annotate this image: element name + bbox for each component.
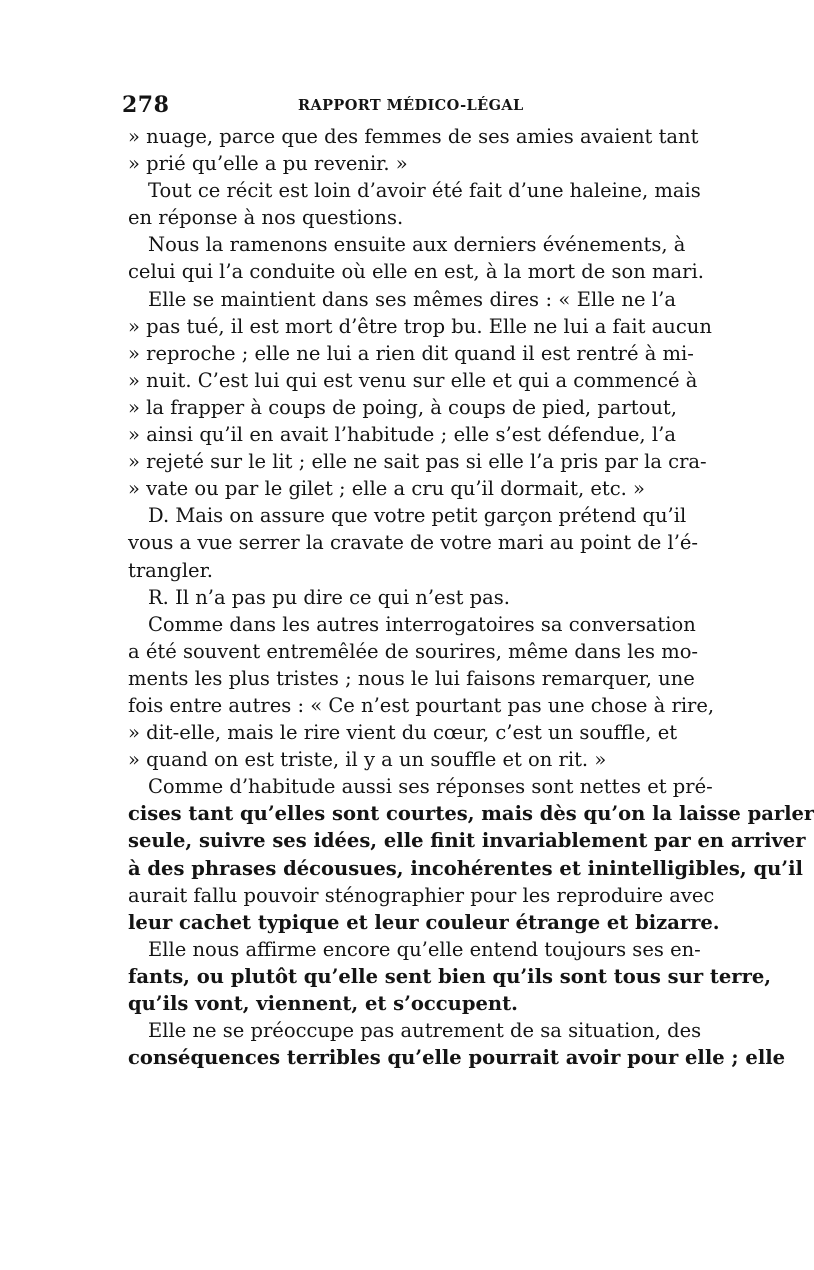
text-line: leur cachet typique et leur couleur étrange et bizarre.: [128, 910, 720, 934]
text-line: vous a vue serrer la cravate de votre mari au point de l’é-: [128, 531, 699, 555]
text-line: en réponse à nos questions.: [128, 206, 404, 230]
text-line: trangler.: [128, 558, 213, 582]
text-line: à des phrases décousues, incohérentes et inintelligibles, qu’il: [128, 856, 803, 880]
text-line: » quand on est triste, il y a un souffle et on rit. »: [128, 748, 607, 772]
text-line: » ainsi qu’il en avait l’habitude ; elle s’est défendue, l’a: [128, 423, 676, 447]
body-text: [128, 123, 814, 1071]
text-line: Elle ne se préoccupe pas autrement de sa situation, des: [148, 1019, 702, 1043]
text-line: » dit-elle, mais le rire vient du cœur, c’est un souffle, et: [128, 721, 678, 745]
text-line: aurait fallu pouvoir sténographier pour les reproduire avec: [128, 883, 715, 907]
running-title: RAPPORT MÉDICO-LÉGAL: [298, 97, 524, 114]
text-line: fois entre autres : « Ce n’est pourtant pas une chose à rire,: [128, 693, 715, 717]
text-line: D. Mais on assure que votre petit garçon prétend qu’il: [148, 504, 687, 528]
text-line: » nuit. C’est lui qui est venu sur elle et qui a commencé à: [128, 368, 698, 392]
text-line: qu’ils vont, viennent, et s’occupent.: [128, 992, 518, 1015]
text-line: » reproche ; elle ne lui a rien dit quand il est rentré à mi-: [128, 341, 694, 365]
text-line: Elle nous affirme encore qu’elle entend toujours ses en-: [148, 937, 701, 961]
text-line: cises tant qu’elles sont courtes, mais dès qu’on la laisse parler: [128, 802, 814, 826]
text-line: Elle se maintient dans ses mêmes dires : « Elle ne l’a: [148, 287, 676, 311]
text-line: » la frapper à coups de poing, à coups de pied, partout,: [128, 395, 677, 419]
text-line: R. Il n’a pas pu dire ce qui n’est pas.: [148, 585, 510, 609]
text-line: conséquences terribles qu’elle pourrait avoir pour elle ; elle: [128, 1046, 786, 1070]
text-line: Tout ce récit est loin d’avoir été fait d’une haleine, mais: [148, 179, 701, 203]
text-line: Comme d’habitude aussi ses réponses sont nettes et pré-: [148, 775, 713, 799]
text-line: » pas tué, il est mort d’être trop bu. Elle ne lui a fait aucun: [128, 314, 712, 338]
text-line: » rejeté sur le lit ; elle ne sait pas si elle l’a pris par la cra-: [128, 450, 707, 474]
text-line: Comme dans les autres interrogatoires sa conversation: [148, 612, 696, 636]
text-line: seule, suivre ses idées, elle finit invariablement par en arriver: [128, 829, 806, 853]
text-line: » vate ou par le gilet ; elle a cru qu’il dormait, etc. »: [128, 477, 645, 501]
text-line: » prié qu’elle a pu revenir. »: [128, 152, 408, 176]
running-head: [122, 92, 682, 118]
text-line: ments les plus tristes ; nous le lui faisons remarquer, une: [128, 666, 695, 690]
text-line: celui qui l’a conduite où elle en est, à la mort de son mari.: [128, 260, 704, 284]
text-line: fants, ou plutôt qu’elle sent bien qu’ils sont tous sur terre,: [128, 964, 772, 988]
text-line: a été souvent entremêlée de sourires, même dans les mo-: [128, 639, 699, 663]
page-number: 278: [122, 92, 170, 118]
text-line: » nuage, parce que des femmes de ses amies avaient tant: [128, 125, 699, 148]
text-line: Nous la ramenons ensuite aux derniers événements, à: [148, 233, 686, 257]
